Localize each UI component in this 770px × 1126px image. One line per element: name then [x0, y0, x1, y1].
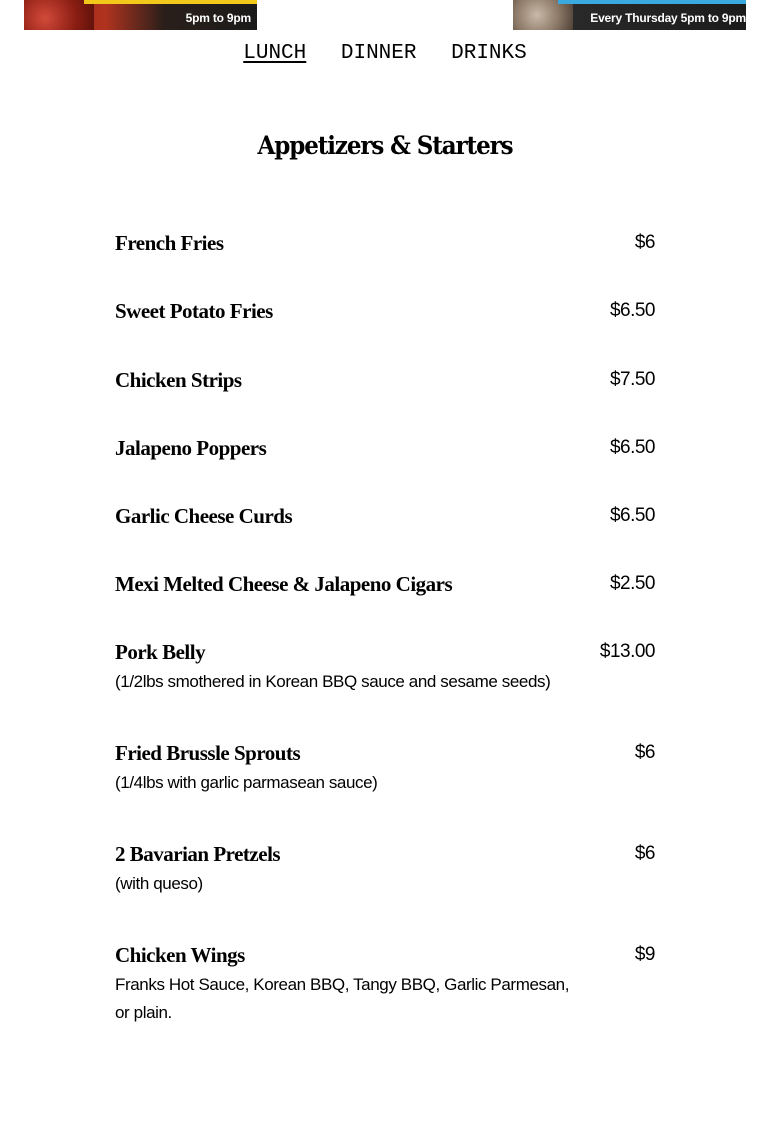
menu-item — [115, 366, 655, 394]
item-name: Mexi Melted Cheese & Jalapeno Cigars — [115, 572, 453, 596]
menu-item — [115, 502, 655, 530]
promo-banner-right[interactable] — [513, 0, 746, 30]
banner-title-stripe — [558, 0, 746, 4]
item-name: Fried Brussle Sprouts — [115, 741, 301, 765]
menu-item — [115, 941, 655, 1027]
item-price: $6 — [634, 843, 655, 864]
item-name: Jalapeno Poppers — [115, 436, 267, 460]
item-name: Sweet Potato Fries — [115, 299, 273, 323]
banner-title-stripe — [84, 0, 257, 4]
item-price: $9 — [634, 944, 655, 965]
item-name: Garlic Cheese Curds — [115, 504, 293, 528]
item-price: $6.50 — [609, 437, 655, 458]
food-photo-plate — [513, 0, 573, 30]
menu-item — [115, 570, 655, 598]
item-price: $7.50 — [609, 369, 655, 390]
item-price: $13.00 — [599, 641, 655, 662]
item-price: $6 — [634, 232, 655, 253]
item-name: 2 Bavarian Pretzels — [115, 842, 281, 866]
item-price: $6.50 — [609, 300, 655, 321]
section-title: Appetizers & Starters — [257, 131, 513, 160]
banner-hours-text: Every Thursday 5pm to 9pm — [590, 11, 746, 25]
menu-item — [115, 840, 655, 898]
item-description: (1/4lbs with garlic parmasean sauce) — [115, 773, 378, 792]
menu-tab-dinner[interactable]: DINNER — [340, 42, 417, 65]
menu-tab-lunch[interactable]: LUNCH — [243, 42, 307, 65]
promo-banner-left[interactable] — [24, 0, 257, 30]
item-price: $6.50 — [609, 505, 655, 526]
item-name: French Fries — [115, 231, 224, 255]
item-price: $2.50 — [609, 573, 655, 594]
menu-items-list — [115, 229, 655, 1027]
item-description: (1/2lbs smothered in Korean BBQ sauce and sesame seeds) — [115, 672, 551, 691]
item-price: $6 — [634, 742, 655, 763]
menu-tab-drinks[interactable]: DRINKS — [451, 42, 527, 65]
menu-item — [115, 434, 655, 462]
item-name: Chicken Wings — [115, 943, 245, 967]
menu-item — [115, 229, 655, 257]
item-name: Pork Belly — [115, 640, 206, 664]
item-description: (with queso) — [115, 874, 203, 893]
banner-hours-text: 5pm to 9pm — [185, 11, 251, 25]
menu-item — [115, 739, 655, 797]
menu-nav — [0, 41, 770, 67]
menu-item — [115, 638, 655, 696]
menu-item — [115, 297, 655, 325]
item-name: Chicken Strips — [115, 368, 242, 392]
item-description: Franks Hot Sauce, Korean BBQ, Tangy BBQ, Garlic Parmesan, or plain. — [115, 975, 570, 1022]
food-photo-steak — [24, 0, 94, 30]
